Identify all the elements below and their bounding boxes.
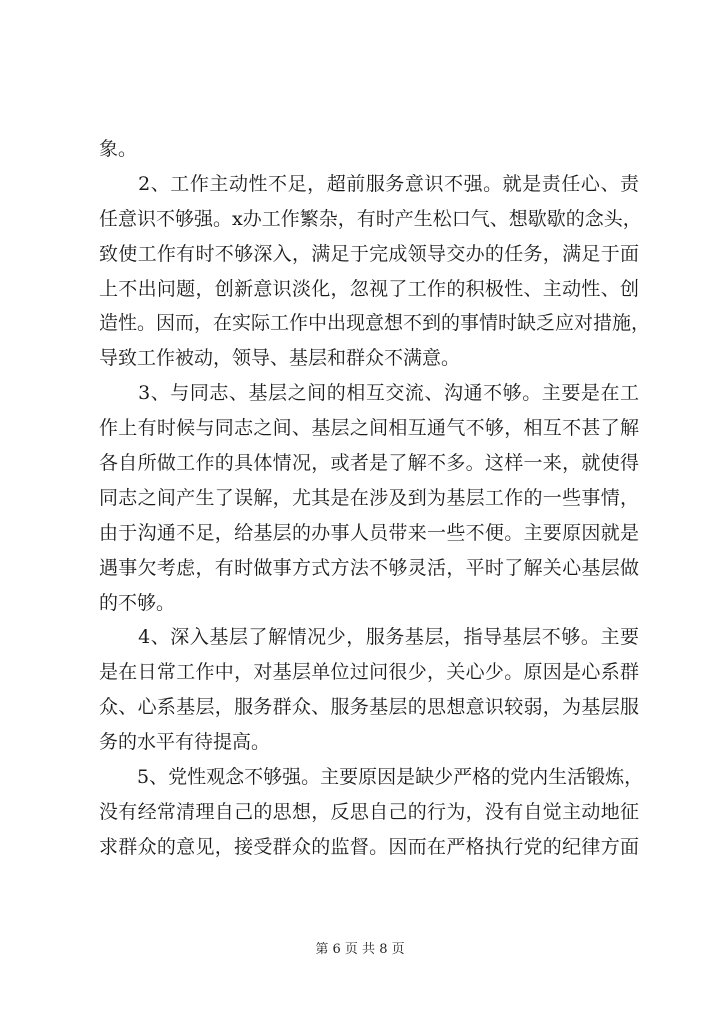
- text-line: 2、工作主动性不足，超前服务意识不强。就是责任心、责: [99, 172, 639, 195]
- text-line: 5、党性观念不够强。主要原因是缺少严格的党内生活锻炼，: [99, 766, 644, 789]
- text-line: 务的水平有待提高。: [99, 731, 271, 754]
- text-line: 没有经常清理自己的思想，反思自己的行为，没有自觉主动地征: [99, 800, 639, 823]
- text-line: 各自所做工作的具体情况，或者是了解不多。这样一来，就使得: [99, 452, 639, 475]
- text-line: 众、心系基层，服务群众、服务基层的思想意识较弱，为基层服: [99, 696, 639, 719]
- text-line: 求群众的意见，接受群众的监督。因而在严格执行党的纪律方面: [99, 835, 639, 858]
- text-line: 3、与同志、基层之间的相互交流、沟通不够。主要是在工: [99, 382, 639, 405]
- text-line: 导致工作被动，领导、基层和群众不满意。: [99, 347, 461, 370]
- document-body: [99, 132, 651, 865]
- text-line: 是在日常工作中，对基层单位过问很少，关心少。原因是心系群: [99, 661, 639, 684]
- text-line: 造性。因而，在实际工作中出现意想不到的事情时缺乏应对措施，: [99, 312, 651, 335]
- text-line: 4、深入基层了解情况少，服务基层，指导基层不够。主要: [99, 626, 639, 649]
- text-line: 的不够。: [99, 591, 176, 614]
- text-line: 同志之间产生了误解，尤其是在涉及到为基层工作的一些事情，: [99, 486, 639, 509]
- page-footer: 第 6 页 共 8 页: [315, 942, 405, 957]
- text-line: 由于沟通不足，给基层的办事人员带来一些不便。主要原因就是: [99, 521, 639, 544]
- text-line: 遇事欠考虑，有时做事方式方法不够灵活，平时了解关心基层做: [99, 556, 639, 579]
- text-line: 致使工作有时不够深入，满足于完成领导交办的任务，满足于面: [99, 242, 639, 265]
- text-line: 作上有时候与同志之间、基层之间相互通气不够，相互不甚了解: [99, 417, 639, 440]
- text-line: 上不出问题，创新意识淡化，忽视了工作的积极性、主动性、创: [99, 277, 639, 300]
- text-line: 象。: [99, 138, 138, 160]
- text-line: 任意识不够强。x办工作繁杂，有时产生松口气、想歇歇的念头，: [99, 207, 642, 230]
